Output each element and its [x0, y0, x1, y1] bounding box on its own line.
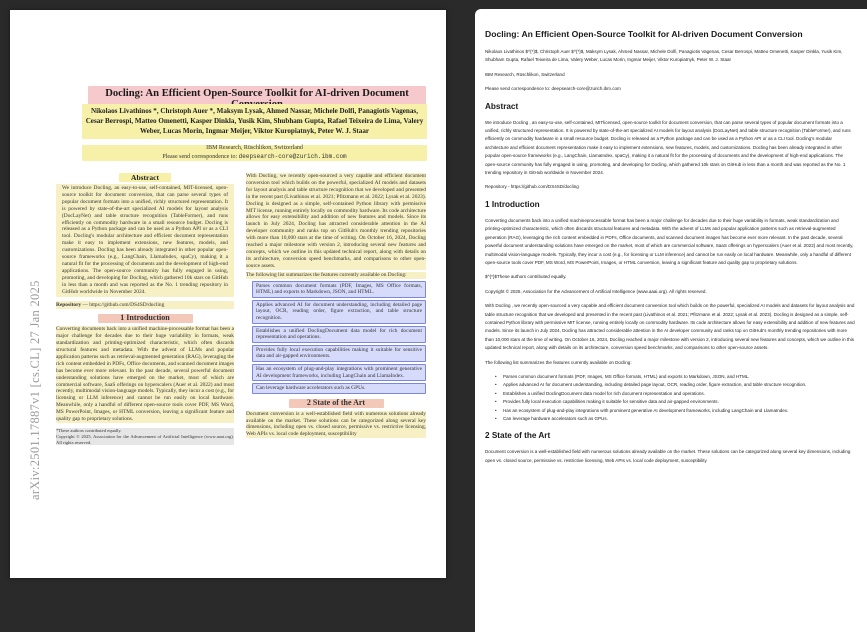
right-state-text: Document conversion is a well-established field with numerous solutions already available on the market. These solutions can be categorized along several key dimensions, including open vs. closed source, permissive vs. restrictive licensing, Web APIs vs. local code deployment, susceptibility	[485, 449, 851, 463]
right-intro-heading: 1 Introduction	[485, 199, 540, 209]
left-affiliation-block	[82, 145, 427, 161]
original-page	[10, 10, 446, 578]
left-col2-text: With Docling, we recently open-sourced a very capable and efficient document conversion tool which builds on the powerful, specialized AI models and datasets for layout analysis and table structure recognition that we developed and presented in the recent past (Livathinos et al. 2021; Pfitzmann et al. 2022; Lysak et al. 2023). Docling is designed as a simple, self-contained Python library with permissive MIT license, running entirely locally on commodity hardware. Its code architecture allows for easy extensibility and addition of new features and models. Since its launch in July 2024, Docling has attracted considerable attention in the AI developer community and ranks top on GitHub's monthly trending repositories with more than 10,000 stars at the time of writing. On October 16, 2024, Docling reached a major milestone with version 2, introducing several new features and concepts, which we outline in this updated technical report, along with details on its architecture, conversion speed benchmarks, and comparisons to other open-source assets.	[246, 173, 426, 269]
right-feature-item: • Can leverage hardware accelerators such as GPUs.	[495, 416, 608, 421]
right-authors: Nikolaos Livathinos $^{*}$, Christoph Auer $^{*}$, Maksym Lysak, Ahmed Nassar, Michele Dolfi, Panagiotis Vagenas, Cesar Berrospi, Matteo Omenetti, Kasper Dinkla, Yusik Kim, Shubham Gupta, Rafael Teixeira de Lima, Valery Weber, Lucas Morin, Ingmar Meijer, Viktor Kuropiatnyk, Peter W. J. Staar	[485, 49, 843, 63]
right-feature-item: • Applies advanced AI for document understanding, including detailed page layout, OCR, reading order, figure extraction, and table structure recognition.	[495, 382, 807, 388]
right-feature-item: • Provides fully local execution capabilities making it suitable for sensitive data and air-gapped environments.	[495, 399, 719, 405]
left-correspondence: Please send correspondence to: deepsearch-core@zurich.ibm.com	[162, 152, 347, 160]
right-feature-list	[495, 373, 855, 423]
right-affiliation: IBM Research, Rüschlikon, Switzerland	[485, 71, 565, 77]
left-abstract-heading: Abstract	[119, 173, 171, 182]
left-abstract-text: We introduce Docling, an easy-to-use, self-contained, MIT-licensed, open-source toolkit for document conversion, that can parse several types of popular document formats into a unified, richly structured representation. It is powered by state-of-the-art specialized AI models for layout analysis (DocLayNet) and table structure recognition (TableFormer), and runs efficiently on commodity hardware in a small resource budget. Docling is released as a Python package and can be used as a Python API or as a CLI tool. Docling's modular architecture and efficient document representation make it easy to implement extensions, new features, models, and customizations. Docling has been already integrated in other popular open-source frameworks (e.g., LangChain, LlamaIndex, spaCy), making it a natural fit for the processing of documents and the development of high-end applications. The open-source community has fully engaged in using, promoting, and developing for Docling, which gathered 10k stars on GitHub in less than a month and was reported as the No. 1 trending repository in GitHub worldwide in November 2024.	[56, 184, 234, 297]
reconstructed-page	[475, 9, 867, 632]
left-state-text: Document conversion is a well-established field with numerous solutions already available on the market. These solutions can be categorized along several key dimensions, including open vs. closed source, permissive vs. restrictive licensing, Web APIs vs. local code deployment, susceptibility	[246, 410, 426, 438]
left-feature-item: Applies advanced AI for document understanding, including detailed page layout, OCR, reading order, figure extraction, and table structure recognition.	[252, 300, 426, 324]
right-footnote-2: Copyright © 2025, Association for the Advancement of Artificial Intelligence (www.aaai.org). All rights reserved.	[485, 288, 707, 294]
right-state-heading: 2 State of the Art	[485, 431, 551, 441]
left-state-heading: 2 State of the Art	[289, 399, 384, 408]
right-repository: Repository - https://github.com/DS4SD/docling	[485, 184, 579, 190]
left-intro-text: Converting documents back into a unified machine-processable format has been a major challenge for decades due to their huge variability in formats, weak standardization and printing-optimized characteristic, which often discards structural features and metadata. With the advent of LLMs and popular application patterns such as retrieval-augmented generation (RAG), leveraging the rich content embedded in PDFs, Office documents, and scanned document images has become ever more relevant. In the past decade, several powerful document understanding solutions have emerged on the market, most of which are commercial software, SaaS offerings on hyperscalers (Auer et al. 2022) and most recently, multimodal vision-language models. Typically, they incur a cost (e.g., for licensing or LLM inference) and cannot be run easily on local hardware. Meanwhile, only a handful of different open-source tools cover PDF, MS Word, MS PowerPoint, Images, or HTML conversion, leaving a significant feature and quality gap to proprietary solutions.	[56, 326, 234, 423]
left-feature-item: Has an ecosystem of plug-and-play integrations with prominent generative AI development frameworks, including LangChain and LlamaIndex.	[252, 364, 426, 381]
left-authors: Nikolaos Livathinos *, Christoph Auer *, Maksym Lysak, Ahmed Nassar, Michele Dolfi, Panagiotis Vagenas, Cesar Berrospi, Matteo Omenetti, Kasper Dinkla, Yusik Kim, Shubham Gupta, Rafael Teixeira de Lima, Valery Weber, Lucas Morin, Ingmar Meijer, Viktor Kuropiatnyk, Peter W. J. Staar	[82, 104, 427, 139]
left-feature-item: Can leverage hardware accelerators such as GPUs.	[252, 383, 426, 394]
left-column-1	[56, 173, 234, 573]
right-list-intro: The following list summarizes the features currently available on Docling:	[485, 359, 632, 365]
arxiv-stamp: arXiv:2501.17887v1 [cs.CL] 27 Jan 2025	[28, 280, 42, 500]
left-affiliation: IBM Research, Rüschlikon, Switzerland	[206, 145, 303, 151]
right-abstract-heading: Abstract	[485, 101, 519, 111]
right-correspondence: Please send correspondence to: deepsearch-core@zurich.ibm.com	[485, 86, 621, 92]
right-col2-text: With Docling , we recently open-sourced a very capable and efficient document conversion tool which builds on the powerful, specialized AI models and datasets for layout analysis and table structure recognition that we developed and presented in the recent past (Livathinos et al. 2021; Pfitzmann et al. 2022; Lysak et al. 2023). Docling is designed as a simple, self-contained Python library with permissive MIT license, running entirely locally on commodity hardware. Its code architecture allows for easy extensibility and addition of new features and models. Since its launch in July 2024, Docling has attracted considerable attention in the AI developer community and ranks top on GitHub's monthly trending repositories with more than 10,000 stars at the time of writing. On October 16, 2024, Docling reached a major milestone with version 2, introducing several new features and concepts, which we outline in this updated technical report, along with details on its architecture, conversion speed benchmarks, and comparisons to other open-source assets.	[485, 303, 855, 351]
left-feature-item: Provides fully local execution capabilities making it suitable for sensitive data and air-gapped environments.	[252, 345, 426, 362]
left-feature-item: Establishes a unified DoclingDocument data model for rich document representation and operations.	[252, 326, 426, 343]
right-feature-item: • Has an ecosystem of plug-and-play integrations with prominent generative AI development frameworks, including LangChain and LlamaIndex.	[495, 407, 789, 413]
left-feature-list	[246, 281, 426, 394]
left-repository: Repository — https://github.com/DS4SD/docling	[56, 301, 234, 310]
right-title: Docling: An Efficient Open-Source Toolkit for AI-driven Document Conversion	[485, 29, 803, 39]
right-feature-item: • Parses common document formats (PDF, Images, MS Office formats, HTML) and exports to Markdown, JSON, and HTML.	[495, 373, 750, 379]
left-list-intro: The following list summarizes the features currently available on Docling:	[246, 272, 426, 279]
left-feature-item: Parses common document formats (PDF, Images, MS Office formats, HTML) and exports to Markdown, JSON, and HTML.	[252, 281, 426, 298]
left-column-2	[246, 173, 426, 573]
right-feature-item: • Establishes a unified DoclingDocument data model for rich document representation and operations.	[495, 390, 705, 396]
right-footnote-1: $^{*}$These authors contributed equally.	[485, 274, 567, 280]
right-abstract-text: We introduce Docling , an easy-to-use, self-contained, MITlicensed, open-source toolkit for document conversion, that can parse several types of popular document formats into a unified, richly structured representation. It is powered by state-of-the-art specialized AI models for layout analysis (DocLayNet) and table structure recognition (TableFormer), and runs efficiently on commodity hardware in a small resource budget. Docling is released as a Python package and can be used as a Python API or as a CLI tool. Docling's modular architecture and efficient document representation make it easy to implement extensions, new features, models, and customizations. Docling has been already integrated in other popular open-source frameworks (e.g., LangChain, LlamaIndex, spaCy), making it a natural fit for the processing of documents and the development of high-end applications. The open-source community has fully engaged in using, promoting, and developing for Docling, which gathered 10k stars on GitHub in less than a month and was reported as the No. 1 trending repository in GitHub worldwide in November 2024.	[485, 119, 851, 176]
left-footnotes: *These authors contributed equally. Copyright © 2025, Association for the Advancement of Artificial Intelligence (www.aaai.org). All rights reserved.	[56, 428, 234, 445]
right-intro-text: Converting documents back into a unified machineprocessable format has been a major challenge for decades due to their huge variability in formats, weak standardization and printing-optimized characteristic, which often discards structural features and metadata. With the advent of LLMs and popular application patterns such as retrieval-augmented generation (RAG), leveraging the rich content embedded in PDFs, Office documents, and scanned document images has become ever more relevant. In the past decade, several powerful document understanding solutions have emerged on the market, most of which are commercial software, SaaS offerings on hyperscalers (Auer et al. 2022) and most recently, multimodal vision-language models. Typically, they incur a cost (e.g., for licensing or LLM inference) and cannot be run easily on local hardware. Meanwhile, only a handful of different open-source tools cover PDF, MS Word, MS PowerPoint, Images, or HTML conversion, leaving a significant feature and quality gap to proprietary solutions.	[485, 217, 854, 265]
left-title: Docling: An Efficient Open-Source Toolkit for AI-driven Document	[88, 86, 426, 112]
left-intro-heading: 1 Introduction	[98, 314, 193, 323]
